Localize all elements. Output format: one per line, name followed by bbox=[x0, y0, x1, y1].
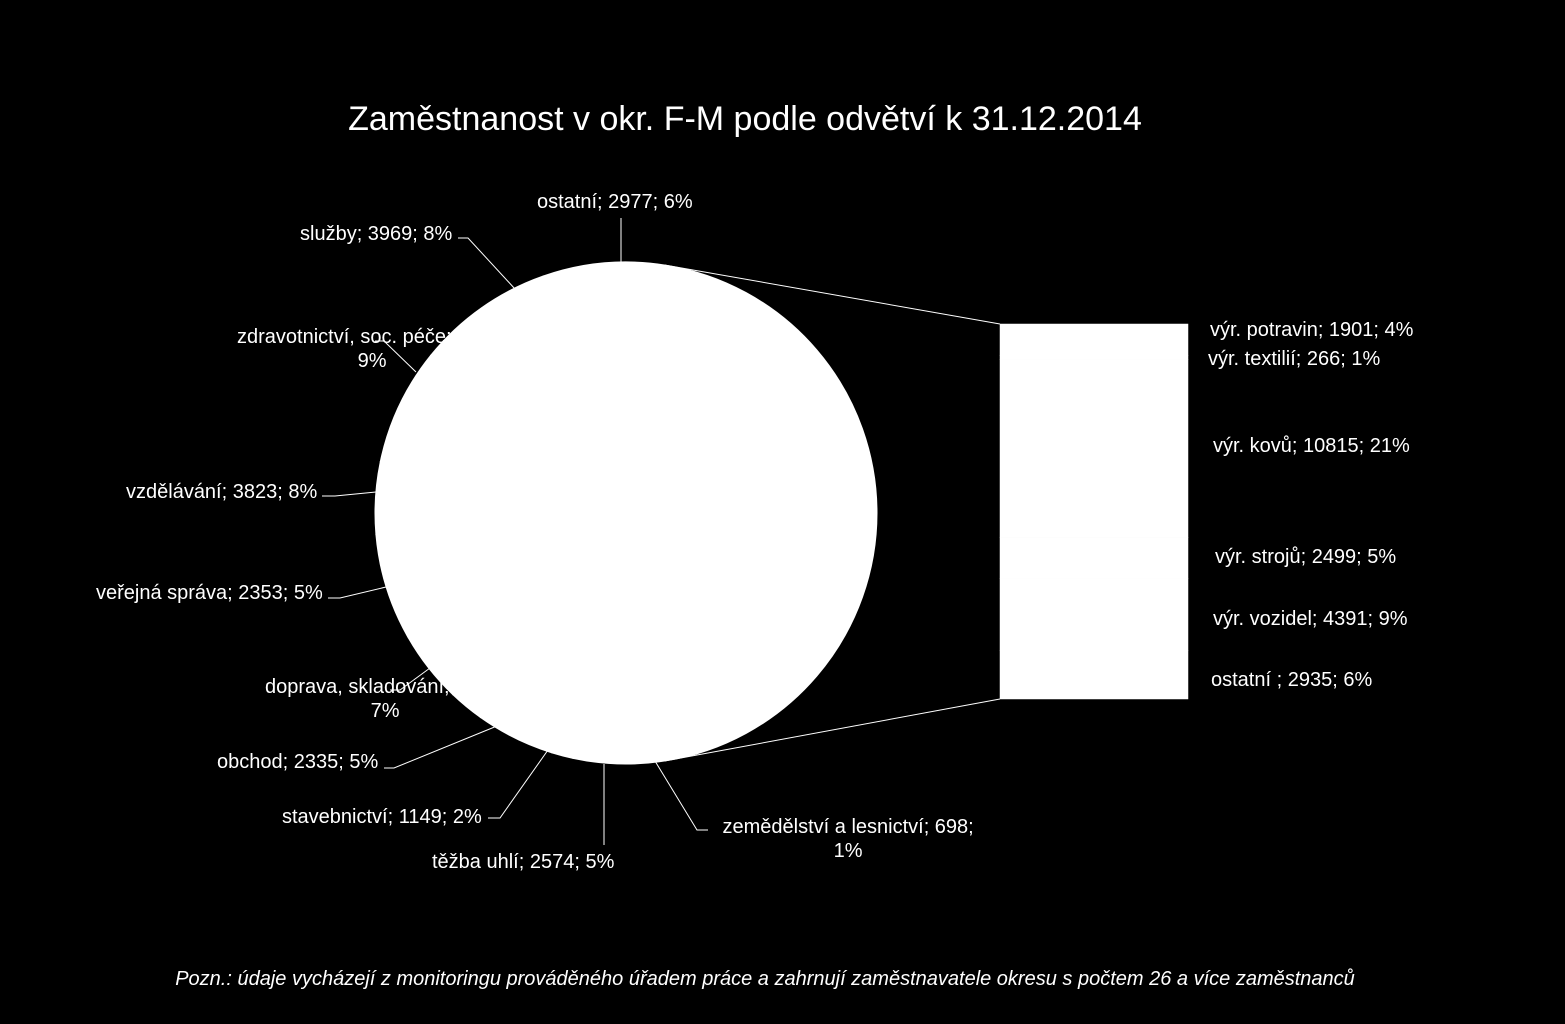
bar-label-2: výr. kovů; 10815; 21% bbox=[1213, 435, 1410, 457]
bar-label-5: ostatní ; 2935; 6% bbox=[1211, 669, 1373, 691]
pie-label-3-line-0: stavebnictví; 1149; 2% bbox=[282, 806, 482, 828]
pie-label-5-line-0: doprava, skladování; 3502; bbox=[265, 676, 506, 698]
pie-label-4-line-0: obchod; 2335; 5% bbox=[217, 751, 379, 773]
pie-label-1 bbox=[723, 815, 974, 863]
pie-label-2-line-0: těžba uhlí; 2574; 5% bbox=[432, 851, 615, 873]
pie-label-0-line-0: ostatní; 2977; 6% bbox=[537, 191, 693, 213]
leader-line-9 bbox=[458, 238, 515, 289]
pie-label-8-line-1: 9% bbox=[357, 350, 387, 372]
pie-label-5 bbox=[265, 675, 505, 723]
pie-label-9-line-0: služby; 3969; 8% bbox=[300, 223, 453, 245]
footnote: Pozn.: údaje vycházejí z monitoringu prováděného úřadem práce a zahrnují zaměstnavatele okresu s počtem 26 a více zaměstnanců bbox=[175, 968, 1355, 990]
bar-segment-2 bbox=[1000, 360, 1188, 538]
bar-segment-3 bbox=[1000, 537, 1188, 578]
pie-label-7-line-0: vzdělávání; 3823; 8% bbox=[126, 481, 318, 503]
bar-label-3: výr. strojů; 2499; 5% bbox=[1215, 546, 1397, 568]
pie-label-6 bbox=[96, 581, 323, 605]
bar-segment-4 bbox=[1000, 579, 1188, 651]
pie-label-4 bbox=[217, 750, 378, 774]
leader-line-7 bbox=[322, 492, 376, 496]
pie-label-3 bbox=[282, 805, 482, 829]
pie-label-8-line-0: zdravotnictví, soc. péče; 4478; bbox=[237, 326, 508, 348]
pie-label-6-line-0: veřejná správa; 2353; 5% bbox=[96, 582, 323, 604]
bar-segment-1 bbox=[1000, 355, 1188, 359]
pie-label-2 bbox=[432, 850, 614, 874]
bar-label-4: výr. vozidel; 4391; 9% bbox=[1213, 608, 1408, 630]
pie-label-9 bbox=[300, 222, 452, 246]
pie-label-8 bbox=[237, 325, 507, 373]
leader-line-3 bbox=[488, 750, 548, 818]
bar-segment-5 bbox=[1000, 651, 1188, 699]
leader-line-6 bbox=[328, 587, 386, 598]
bar-label-0: výr. potravin; 1901; 4% bbox=[1210, 319, 1414, 341]
pie-slice-aggregate bbox=[626, 265, 877, 761]
pie-label-1-line-1: 1% bbox=[833, 840, 863, 862]
bar-label-1: výr. textilií; 266; 1% bbox=[1208, 348, 1381, 370]
chart-title: Zaměstnanost v okr. F-M podle odvětví k 31.12.2014 bbox=[348, 100, 1142, 138]
pie-label-5-line-1: 7% bbox=[370, 700, 400, 722]
leader-line-4 bbox=[384, 726, 497, 768]
bar-segment-0 bbox=[1000, 324, 1188, 355]
pie-label-7 bbox=[126, 480, 317, 504]
leader-line-1 bbox=[655, 761, 708, 830]
pie-label-1-line-0: zemědělství a lesnictví; 698; bbox=[722, 816, 974, 838]
pie-label-0 bbox=[537, 190, 693, 214]
